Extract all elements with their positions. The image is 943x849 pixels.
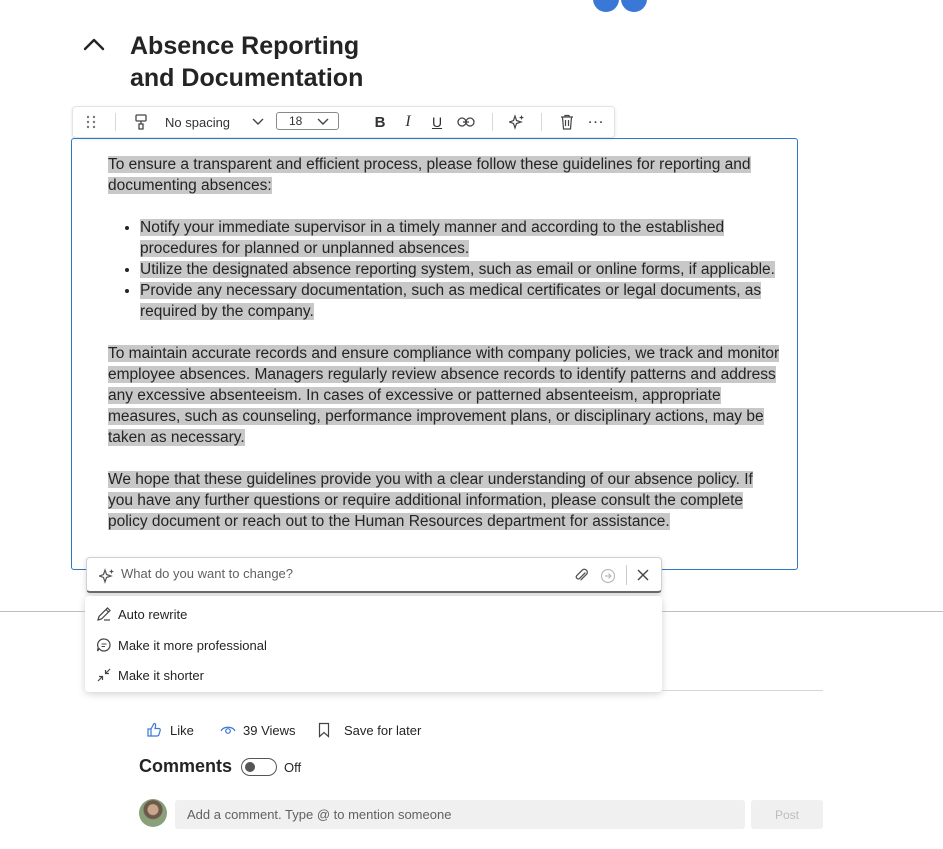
ai-rewrite-button[interactable] bbox=[506, 107, 528, 137]
italic-icon: I bbox=[405, 113, 411, 130]
paperclip-icon bbox=[574, 567, 588, 583]
views-count bbox=[220, 720, 296, 740]
intro-text: To ensure a transparent and efficient process, please follow these guidelines for reporting and documenting absences: bbox=[108, 156, 751, 194]
section-title bbox=[130, 30, 430, 94]
format-painter-button[interactable] bbox=[131, 107, 151, 137]
closing-paragraph bbox=[108, 469, 780, 532]
like-button[interactable] bbox=[146, 720, 194, 740]
suggestion-label: Auto rewrite bbox=[118, 606, 188, 622]
close-prompt-button[interactable] bbox=[636, 568, 650, 587]
intro-paragraph bbox=[108, 154, 780, 196]
top-avatar-2[interactable] bbox=[621, 0, 647, 12]
save-for-later-label: Save for later bbox=[344, 722, 422, 738]
suggestion-auto-rewrite[interactable] bbox=[85, 600, 662, 628]
submit-prompt-button[interactable] bbox=[600, 568, 616, 589]
comments-toggle[interactable] bbox=[241, 758, 277, 776]
more-icon: ... bbox=[587, 110, 605, 127]
formatting-toolbar bbox=[72, 106, 615, 138]
list-item-text: Notify your immediate supervisor in a timely manner and according to the established procedures for planned or unplanned absences. bbox=[140, 219, 725, 257]
bookmark-icon bbox=[318, 722, 330, 738]
eye-icon bbox=[220, 724, 236, 736]
list-item bbox=[140, 217, 780, 259]
thumbs-up-icon bbox=[146, 722, 162, 738]
chevron-down-icon bbox=[252, 118, 264, 126]
delete-button[interactable] bbox=[556, 107, 578, 137]
divider bbox=[662, 611, 943, 612]
divider bbox=[0, 611, 85, 612]
like-label: Like bbox=[170, 722, 194, 738]
top-avatar-1[interactable] bbox=[593, 0, 619, 12]
drag-handle-icon bbox=[86, 115, 96, 129]
send-arrow-icon bbox=[600, 568, 616, 584]
collapse-section-button[interactable] bbox=[80, 32, 108, 56]
save-for-later-button[interactable] bbox=[318, 720, 421, 740]
close-icon bbox=[636, 568, 650, 582]
attach-button[interactable] bbox=[574, 567, 588, 588]
paragraph-style-dropdown[interactable] bbox=[165, 107, 265, 137]
underline-icon: U bbox=[431, 114, 443, 130]
list-item-text: Provide any necessary documentation, such as medical certificates or legal documents, as required by the company. bbox=[140, 282, 762, 320]
font-size-dropdown[interactable] bbox=[276, 112, 339, 130]
paragraph-style-label: No spacing bbox=[165, 114, 231, 130]
bold-icon: B bbox=[374, 113, 386, 131]
delete-icon bbox=[560, 114, 574, 130]
comments-heading: Comments bbox=[139, 756, 233, 776]
list-item bbox=[140, 259, 780, 280]
italic-button[interactable] bbox=[397, 107, 419, 137]
post-comment-button[interactable]: Post bbox=[751, 800, 823, 829]
font-size-value: 18 bbox=[289, 114, 303, 128]
comments-toggle-label: Off bbox=[284, 760, 302, 775]
format-painter-icon bbox=[134, 114, 148, 130]
chevron-down-icon bbox=[317, 118, 329, 126]
records-text: To maintain accurate records and ensure compliance with company policies, we track and monitor employee absences. Managers regularly review absence records to identify patterns and address any excessive absenteeism. In cases of excessive or patterned absenteeism, appropriate measures, such as counseling, performance improvement plans, or disciplinary actions, may be taken as necessary. bbox=[108, 345, 780, 446]
views-label: 39 Views bbox=[243, 722, 296, 738]
chevron-up-icon bbox=[83, 37, 105, 51]
underline-button[interactable] bbox=[426, 107, 448, 137]
ai-sparkle-icon bbox=[99, 568, 115, 584]
chat-bubble-icon bbox=[96, 637, 112, 653]
list-item-text: Utilize the designated absence reporting system, such as email or online forms, if applicable. bbox=[140, 261, 775, 278]
title-line-2: and Documentation bbox=[130, 64, 364, 92]
ai-prompt-bar bbox=[86, 557, 662, 593]
closing-text: We hope that these guidelines provide you with a clear understanding of our absence policy. If you have any further questions or require additional information, please consult the complete policy document or reach out to the Human Resources department for assistance. bbox=[108, 471, 753, 530]
ai-suggestions-menu bbox=[85, 596, 662, 692]
suggestion-make-shorter[interactable] bbox=[85, 661, 662, 689]
user-avatar bbox=[139, 799, 167, 827]
title-line-1: Absence Reporting bbox=[130, 32, 360, 60]
drag-handle[interactable] bbox=[81, 107, 101, 137]
ai-prompt-input[interactable] bbox=[121, 566, 551, 581]
records-paragraph bbox=[108, 343, 780, 448]
list-item bbox=[140, 280, 780, 322]
more-options-button[interactable] bbox=[585, 107, 607, 137]
ai-sparkle-icon bbox=[509, 114, 525, 130]
suggestion-label: Make it shorter bbox=[118, 667, 204, 683]
toggle-knob bbox=[245, 762, 255, 772]
link-icon bbox=[457, 117, 475, 127]
shrink-arrows-icon bbox=[96, 667, 112, 683]
guidelines-list bbox=[108, 217, 780, 322]
divider bbox=[662, 690, 823, 691]
comment-input[interactable] bbox=[175, 800, 745, 829]
link-button[interactable] bbox=[455, 107, 477, 137]
suggestion-label: Make it more professional bbox=[118, 637, 267, 653]
suggestion-more-professional[interactable] bbox=[85, 631, 662, 659]
editor-content[interactable] bbox=[108, 154, 780, 532]
bold-button[interactable] bbox=[369, 107, 391, 137]
rewrite-pen-icon bbox=[96, 606, 112, 622]
